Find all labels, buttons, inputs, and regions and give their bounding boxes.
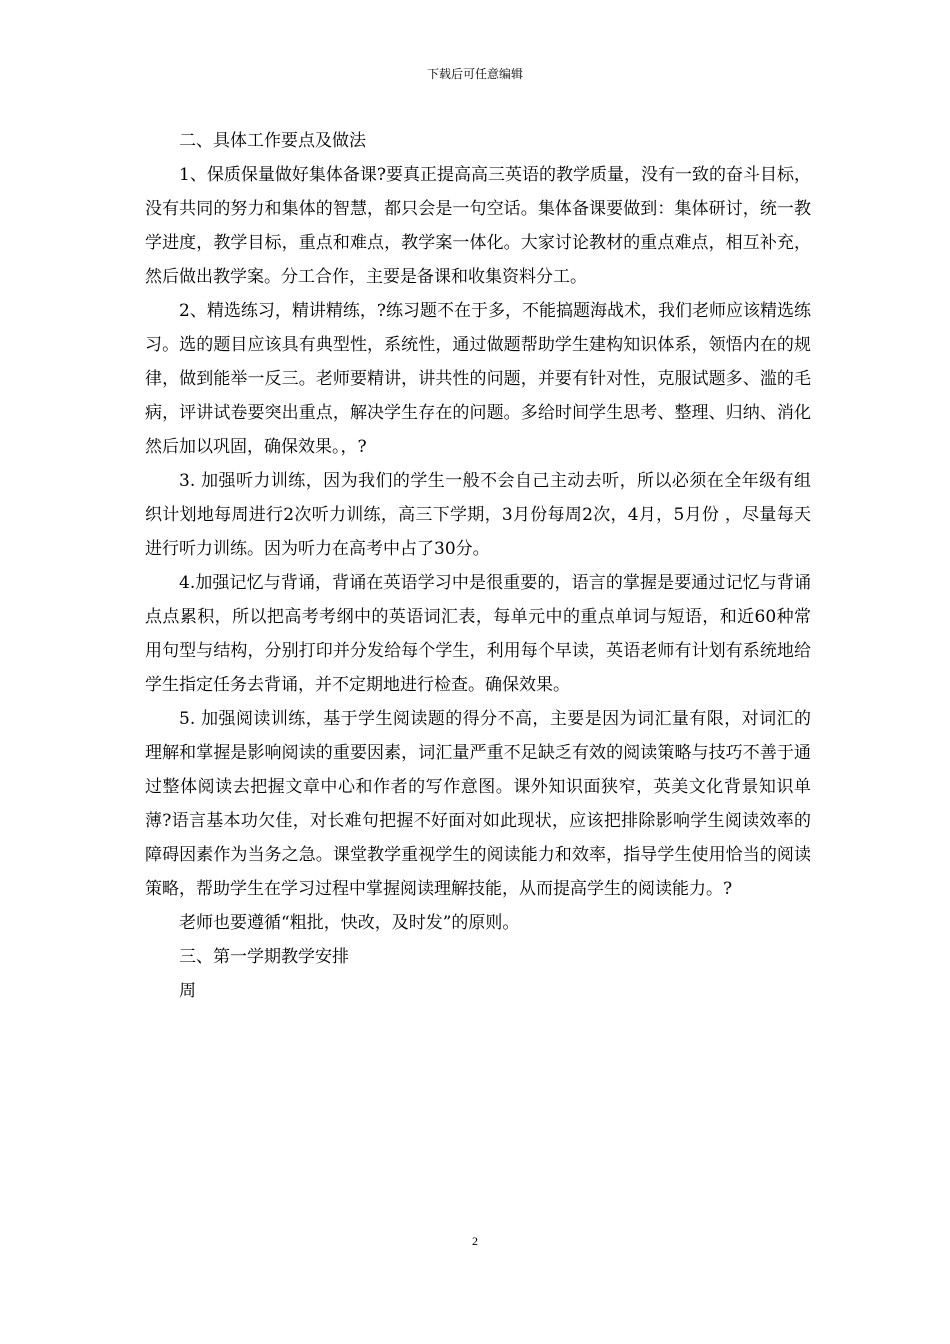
page-header: 下载后可任意编辑 [426,67,523,81]
paragraph-memorization: 4.加强记忆与背诵，背诵在英语学习中是很重要的，语言的掌握是要通过记忆与背诵点点累积，所以把高考考纲中的英语词汇表，每单元中的重点单词与短语，和近60种常用句型与结构，分别打印并分发给每个学生，利用每个早读，英语老师有计划有系统地给学生指定任务去背诵，并不定期地进行检查。确保效果。 [145,573,811,695]
section-heading-3: 三、第一学期教学安排 [179,947,349,967]
paragraph-reading-training: 5. 加强阅读训练，基于学生阅读题的得分不高，主要是因为词汇量有限，对词汇的理解和掌握是影响阅读的重要因素，词汇量严重不足缺乏有效的阅读策略与技巧不善于通过整体阅读去把握文章中心和作者的写作意图。课外知识面狭窄，英美文化背景知识单薄?语言基本功欠佳，对长难句把握不好面对如此现状，应该把排除影响学生阅读效率的障碍因素作为当务之急。课堂教学重视学生的阅读能力和效率，指导学生使用恰当的阅读策略，帮助学生在学习过程中掌握阅读理解技能，从而提高学生的阅读能力。? [145,709,811,899]
paragraph-grading-principle: 老师也要遵循“粗批，快改，及时发”的原则。 [179,913,520,933]
section-heading-2: 二、具体工作要点及做法 [179,131,366,151]
page-number: 2 [472,1234,478,1248]
paragraph-listening-training: 3. 加强听力训练，因为我们的学生一般不会自己主动去听，所以必须在全年级有组织计划地每周进行2次听力训练，高三下学期，3月份每周2次，4月，5月份 ，尽量每天进行听力训练。因为听力在高考中占了30分。 [145,471,811,559]
paragraph-collective-lesson-prep: 1、保质保量做好集体备课?要真正提高高三英语的教学质量，没有一致的奋斗目标，没有共同的努力和集体的智慧，都只会是一句空话。集体备课要做到：集体研讨，统一教学进度，教学目标，重点和难点，教学案一体化。大家讨论教材的重点难点，相互补充，然后做出教学案。分工合作，主要是备课和收集资料分工。 [145,165,811,287]
paragraph-week: 周 [179,981,196,1001]
document-body [145,124,811,1008]
paragraph-selected-exercises: 2、精选练习，精讲精练，?练习题不在于多，不能搞题海战术，我们老师应该精选练习。选的题目应该具有典型性，系统性，通过做题帮助学生建构知识体系，领悟内在的规律，做到能举一反三。老师要精讲，讲共性的问题，并要有针对性，克服试题多、滥的毛病，评讲试卷要突出重点，解决学生存在的问题。多给时间学生思考、整理、归纳、消化然后加以巩固，确保效果。，? [145,301,811,457]
